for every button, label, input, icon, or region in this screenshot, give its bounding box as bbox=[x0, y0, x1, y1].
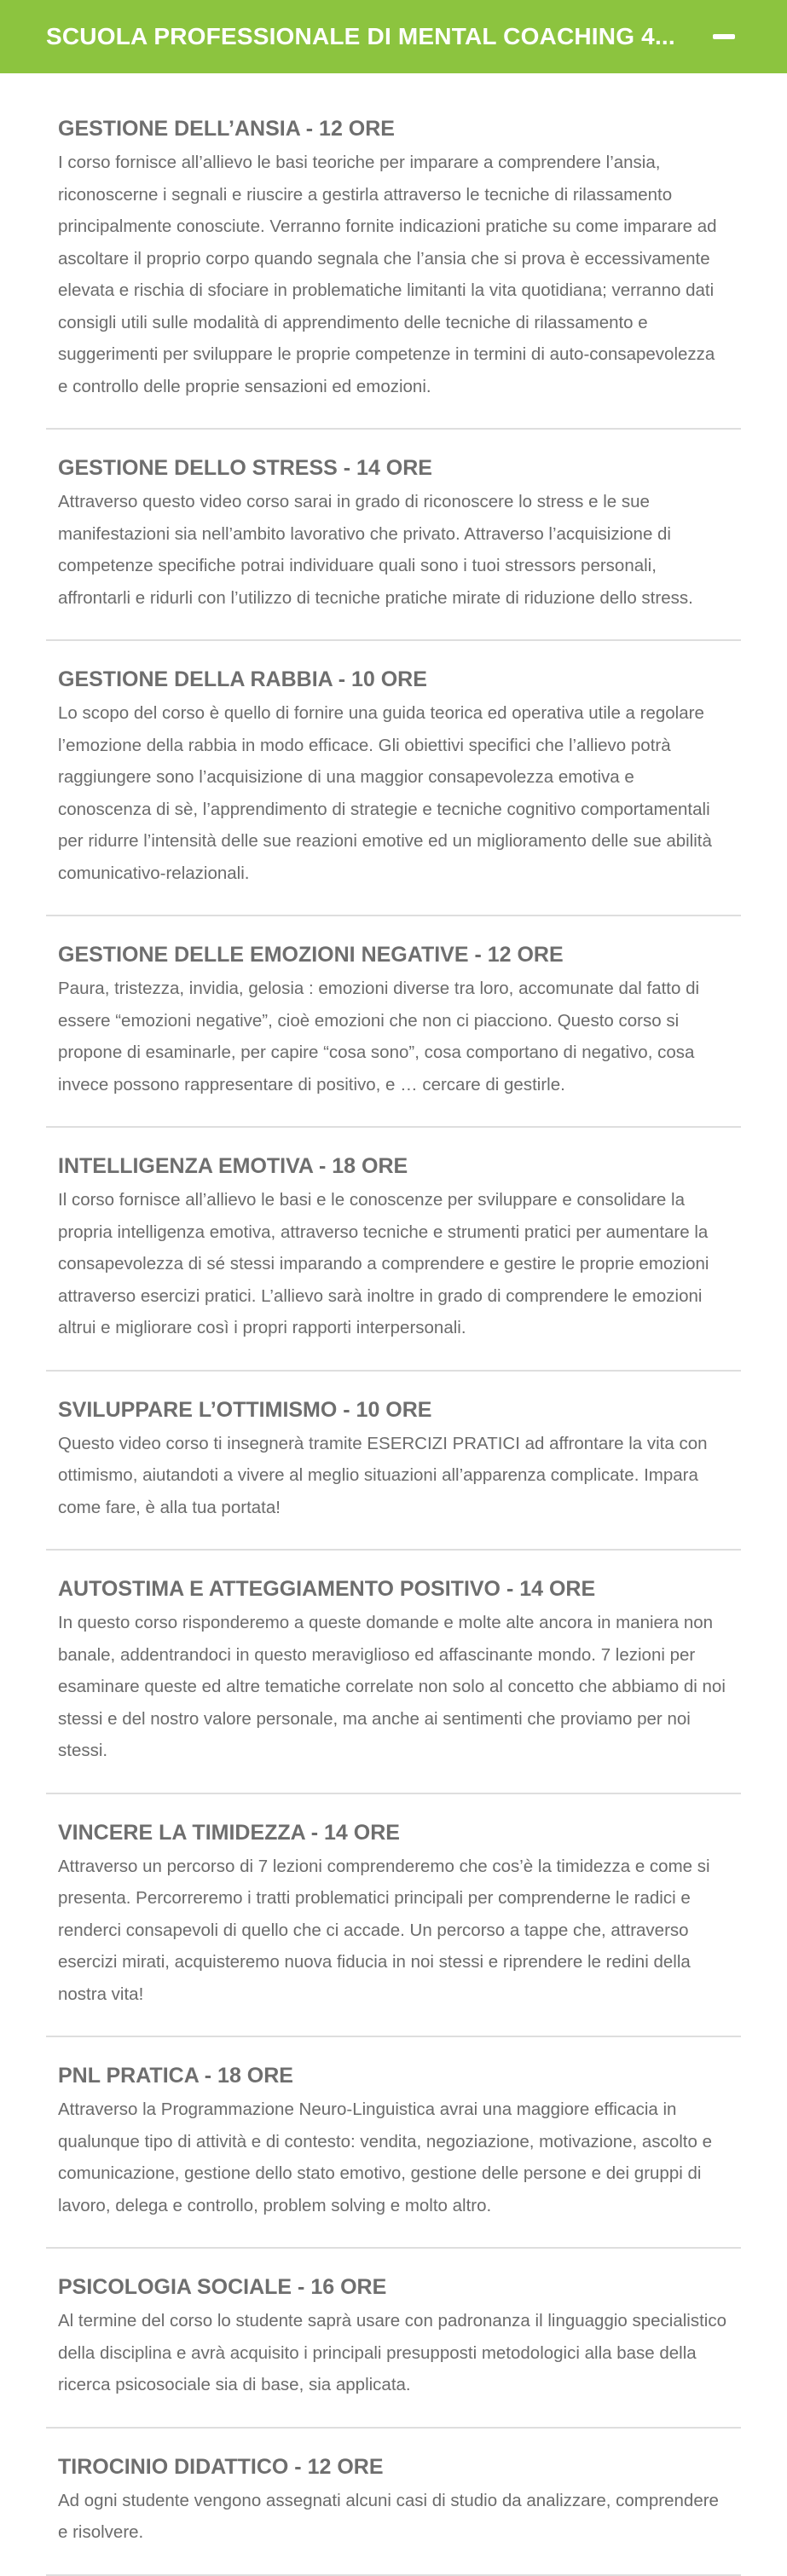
course-title: TIROCINIO DIDATTICO - 12 ORE bbox=[58, 2454, 384, 2479]
course-item-autostima bbox=[46, 1551, 741, 1794]
course-description: Ad ogni studente vengono assegnati alcuni casi di studio da analizzare, comprendere e risolvere. bbox=[58, 2490, 719, 2542]
course-description: Attraverso un percorso di 7 lezioni comprenderemo che cos’è la timidezza e come si presenta. Percorreremo i tratti problematici principali per comprenderne le radici e renderci consapevoli di quello che ci accade. Un percorso a tappe che, attraverso esercizi mirati, acquisteremo nuova fiducia in noi stessi e riprendere le redini della nostra vita! bbox=[58, 1856, 710, 2004]
course-title: GESTIONE DELLA RABBIA - 10 ORE bbox=[58, 667, 427, 691]
course-item-psicologia-sociale bbox=[46, 2249, 741, 2429]
accordion-header[interactable] bbox=[0, 0, 787, 73]
course-item-timidezza bbox=[46, 1794, 741, 2038]
course-title: PNL PRATICA - 18 ORE bbox=[58, 2064, 293, 2088]
course-item-gestione-rabbia bbox=[46, 641, 741, 916]
course-title: GESTIONE DELLE EMOZIONI NEGATIVE - 12 ORE bbox=[58, 943, 564, 967]
course-item-gestione-stress bbox=[46, 430, 741, 641]
collapse-button[interactable] bbox=[707, 20, 741, 54]
accordion-title: SCUOLA PROFESSIONALE DI MENTAL COACHING 4... bbox=[46, 23, 675, 49]
course-title: VINCERE LA TIMIDEZZA - 14 ORE bbox=[58, 1820, 400, 1845]
course-title: GESTIONE DELL’ANSIA - 12 ORE bbox=[58, 117, 395, 141]
course-description: Il corso fornisce all’allievo le basi e le conoscenze per sviluppare e consolidare la propria intelligenza emotiva, attraverso tecniche e strumenti pratici per aumentare la consapevolezza di sé stessi imparando a comprendere e gestire le proprie emozioni attraverso esercizi pratici. L’allievo sarà inoltre in grado di comprendere le emozioni altrui e migliorare così i propri rapporti interpersonali. bbox=[58, 1190, 709, 1337]
course-description: Lo scopo del corso è quello di fornire una guida teorica ed operativa utile a regolare l’emozione della rabbia in modo efficace. Gli obiettivi specifici che l’allievo potrà raggiungere sono l’acquisizione di una maggior consapevolezza emotiva e conoscenza di sè, l’apprendimento di strategie e tecniche cognitivo comportamentali per ridurre l’intensità delle sue reazioni emotive ed un miglioramento delle sue abilità comunicativo-relazionali. bbox=[58, 703, 712, 883]
course-title: AUTOSTIMA E ATTEGGIAMENTO POSITIVO - 14 ORE bbox=[58, 1577, 596, 1601]
course-title: INTELLIGENZA EMOTIVA - 18 ORE bbox=[58, 1154, 408, 1178]
course-description: In questo corso risponderemo a queste domande e molte alte ancora in maniera non banale, addentrandoci in questo meraviglioso ed affascinante mondo. 7 lezioni per esaminare queste ed altre tematiche correlate non solo al concetto che abbiamo di noi stessi e del nostro valore personale, ma anche ai sentimenti che proviamo per noi stessi. bbox=[58, 1613, 726, 1760]
course-title: PSICOLOGIA SOCIALE - 16 ORE bbox=[58, 2275, 387, 2299]
course-item-emozioni-negative bbox=[46, 916, 741, 1128]
course-item-gestione-ansia bbox=[46, 90, 741, 430]
course-item-pnl-pratica bbox=[46, 2037, 741, 2249]
course-description: Questo video corso ti insegnerà tramite ESERCIZI PRATICI ad affrontare la vita con ottimismo, aiutandoti a vivere al meglio situazioni all’apparenza complicate. Impara come fare, è alla tua portata! bbox=[58, 1433, 708, 1517]
course-description: Attraverso la Programmazione Neuro-Linguistica avrai una maggiore efficacia in qualunque tipo di attività e di contesto: vendita, negoziazione, motivazione, ascolto e comunicazione, gestione dello stato emotivo, gestione delle persone e dei gruppi di lavoro, delega e controllo, problem solving e molto altro. bbox=[58, 2099, 712, 2215]
course-description: Attraverso questo video corso sarai in grado di riconoscere lo stress e le sue manifestazioni sia nell’ambito lavorativo che privato. Attraverso l’acquisizione di competenze specifiche potrai individuare quali sono i tuoi stressors personali, affrontarli e ridurli con l’utilizzo di tecniche pratiche mirate di riduzione dello stress. bbox=[58, 492, 693, 608]
course-item-ottimismo bbox=[46, 1372, 741, 1551]
course-list bbox=[0, 73, 787, 2576]
course-title: GESTIONE DELLO STRESS - 14 ORE bbox=[58, 456, 432, 480]
course-item-tirocinio bbox=[46, 2429, 741, 2576]
course-item-intelligenza-emotiva bbox=[46, 1128, 741, 1372]
course-description: Al termine del corso lo studente saprà usare con padronanza il linguaggio specialistico della disciplina e avrà acquisito i principali presupposti metodologici alla base della ricerca psicosociale sia di base, sia applicata. bbox=[58, 2311, 727, 2394]
course-description: I corso fornisce all’allievo le basi teoriche per imparare a comprendere l’ansia, riconoscerne i segnali e riuscire a gestirla attraverso le tecniche di rilassamento principalmente conosciute. Verranno fornite indicazioni pratiche su come imparare ad ascoltare il proprio corpo quando segnala che l’ansia che si prova è eccessivamente elevata e rischia di sfociare in problematiche limitanti la vita quotidiana; verranno dati consigli utili sulle modalità di apprendimento delle tecniche di rilassamento e suggerimenti per sviluppare le proprie competenze in termini di auto-consapevolezza e controllo delle proprie sensazioni ed emozioni. bbox=[58, 153, 717, 396]
minus-icon bbox=[713, 34, 735, 39]
course-description: Paura, tristezza, invidia, gelosia : emozioni diverse tra loro, accomunate dal fatto di essere “emozioni negative”, cioè emozioni che non ci piacciono. Questo corso si propone di esaminarle, per capire “cosa sono”, cosa comportano di negativo, cosa invece possono rappresentare di positivo, e … cercare di gestirle. bbox=[58, 979, 700, 1095]
course-title: SVILUPPARE L’OTTIMISMO - 10 ORE bbox=[58, 1397, 432, 1422]
